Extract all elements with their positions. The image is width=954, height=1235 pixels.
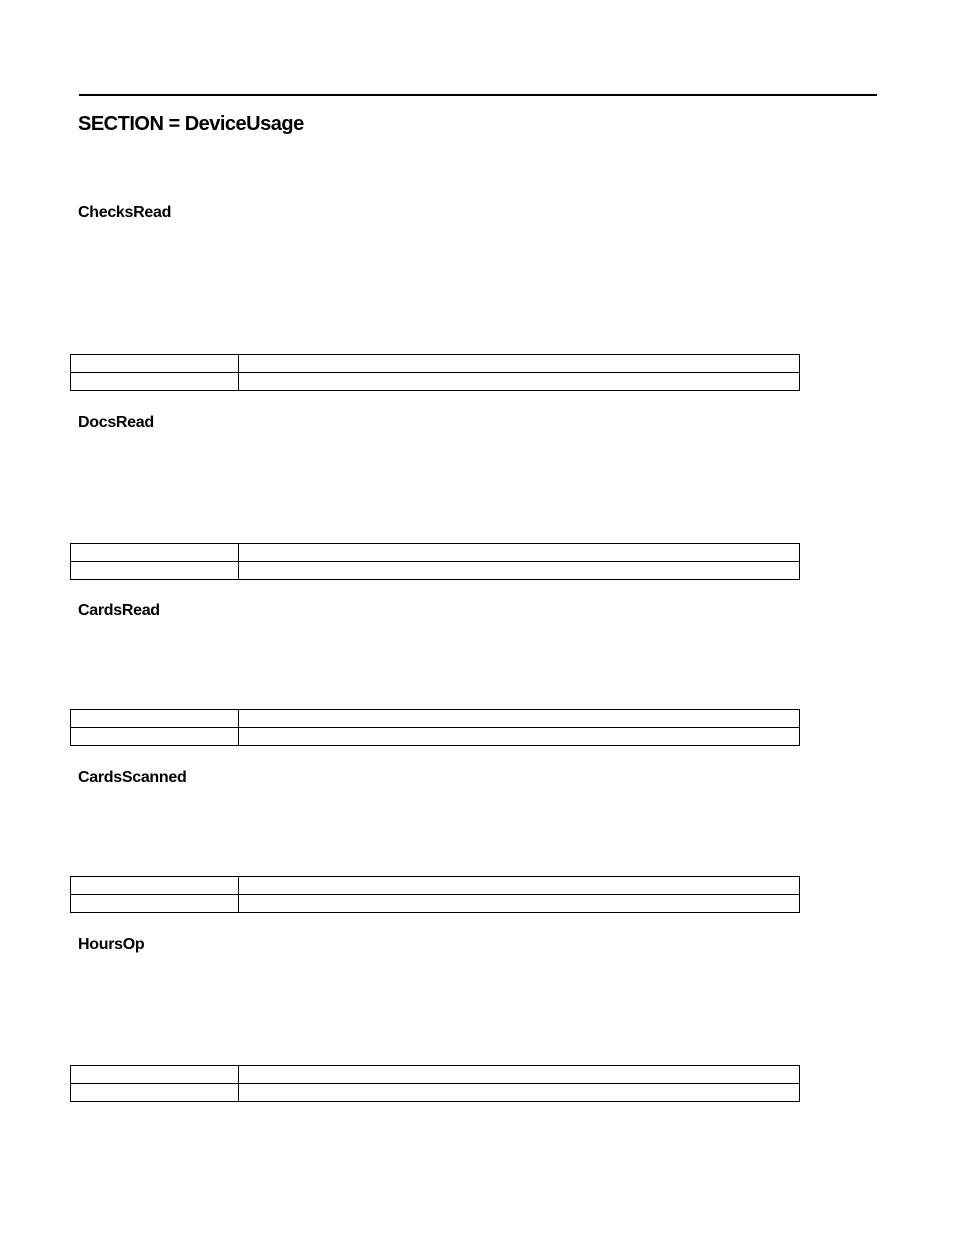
table-row <box>71 1084 800 1102</box>
table-row <box>71 1066 800 1084</box>
field-heading-checks-read: ChecksRead <box>78 204 172 221</box>
table-cell <box>239 1066 800 1084</box>
table-cell <box>239 1084 800 1102</box>
table-cell <box>239 895 800 913</box>
table-row <box>71 562 800 580</box>
table-cell <box>71 355 239 373</box>
table-cell <box>71 373 239 391</box>
table-row <box>71 710 800 728</box>
table-cell <box>239 728 800 746</box>
table-cell <box>71 710 239 728</box>
table-cell <box>71 1084 239 1102</box>
table-row <box>71 544 800 562</box>
table-cell <box>239 710 800 728</box>
field-heading-cards-scanned: CardsScanned <box>78 769 187 786</box>
field-table-checks-read <box>70 354 800 391</box>
table-cell <box>239 355 800 373</box>
field-table-docs-read <box>70 543 800 580</box>
table-cell <box>71 895 239 913</box>
field-heading-docs-read: DocsRead <box>78 414 154 431</box>
table-row <box>71 373 800 391</box>
table-row <box>71 355 800 373</box>
table-cell <box>71 544 239 562</box>
field-heading-cards-read: CardsRead <box>78 602 160 619</box>
field-table-hours-op <box>70 1065 800 1102</box>
table-cell <box>239 544 800 562</box>
table-cell <box>71 728 239 746</box>
table-cell <box>239 373 800 391</box>
table-cell <box>71 562 239 580</box>
table-row <box>71 877 800 895</box>
table-cell <box>71 877 239 895</box>
table-cell <box>239 877 800 895</box>
section-title: SECTION = DeviceUsage <box>78 113 304 135</box>
header-rule <box>79 94 877 96</box>
field-table-cards-scanned <box>70 876 800 913</box>
table-row <box>71 895 800 913</box>
field-table-cards-read <box>70 709 800 746</box>
table-row <box>71 728 800 746</box>
table-cell <box>239 562 800 580</box>
field-heading-hours-op: HoursOp <box>78 936 145 953</box>
table-cell <box>71 1066 239 1084</box>
